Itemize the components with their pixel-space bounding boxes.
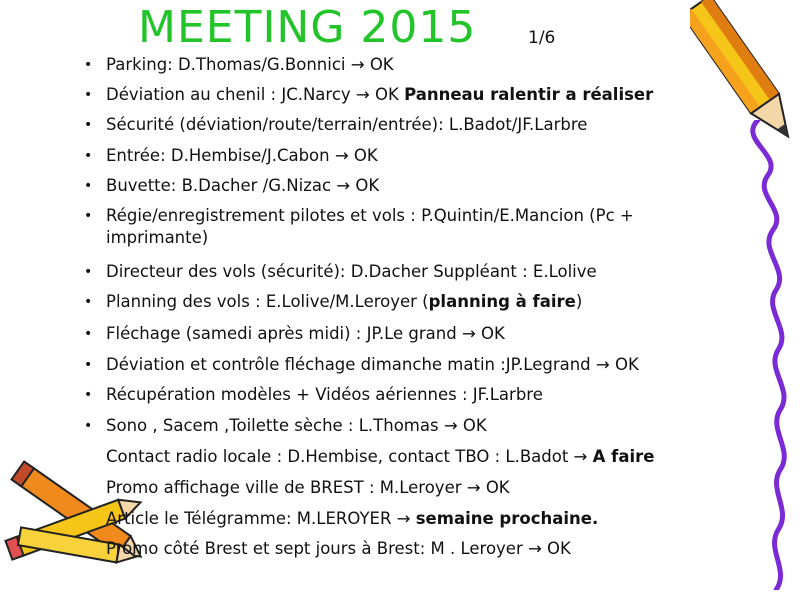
list-item [84,291,583,313]
list-item [84,261,597,283]
list-item-text: Régie/enregistrement pilotes et vols : P.Quintin/E.Mancion (Pc + imprimante) [106,206,634,247]
list-item [84,323,505,345]
bullet-icon: • [84,148,93,164]
list-item [84,114,588,136]
list-item-text: Fléchage (samedi après midi) : JP.Le grand → OK [106,324,505,343]
list-item-text: Promo côté Brest et sept jours à Brest: M . Leroyer → OK [106,539,571,558]
list-item-text: Déviation et contrôle fléchage dimanche matin :JP.Legrand → OK [106,355,639,374]
bullet-icon: • [84,117,93,133]
bullet-icon: • [84,387,93,403]
bullet-icon: • [84,264,93,280]
list-item-text: Promo affichage ville de BREST : M.Leroyer → OK [106,478,510,497]
list-item-text: Planning des vols : E.Lolive/M.Leroyer ( [106,292,429,311]
list-item-text: Article le Télégramme: M.LEROYER → [106,509,416,528]
list-item-emphasis: Panneau ralentir a réaliser [404,85,654,104]
list-item-text: Entrée: D.Hembise/J.Cabon → OK [106,146,378,165]
bullet-icon: • [84,57,93,73]
list-item [84,205,726,249]
list-item-text: Déviation au chenil : JC.Narcy → OK [106,85,405,104]
list-item-text: Parking: D.Thomas/G.Bonnici → OK [106,55,394,74]
bullet-icon: • [84,87,93,103]
list-item [84,84,654,106]
bullet-icon: • [84,178,93,194]
list-item-text: Sécurité (déviation/route/terrain/entrée): L.Badot/JF.Larbre [106,115,588,134]
list-item-text: Contact radio locale : D.Hembise, contact TBO : L.Badot → [106,447,593,466]
bullet-icon: • [84,326,93,342]
list-item-text: Récupération modèles + Vidéos aériennes : JF.Larbre [106,385,543,404]
list-item-text: Buvette: B.Dacher /G.Nizac → OK [106,176,380,195]
list-item [84,354,639,376]
page-number: 1/6 [528,28,556,48]
list-item [106,446,654,468]
list-item-text: Sono , Sacem ,Toilette sèche : L.Thomas → OK [106,416,487,435]
bullet-icon: • [84,357,93,373]
page-title: MEETING 2015 [138,2,477,53]
bullet-icon: • [84,418,93,434]
list-item [84,415,487,437]
bullet-icon: • [84,208,93,224]
list-item [84,384,543,406]
list-item-emphasis: planning à faire [428,292,576,311]
list-item [106,477,510,499]
list-item [84,145,378,167]
list-item-text: Directeur des vols (sécurité): D.Dacher Suppléant : E.Lolive [106,262,597,281]
list-item-emphasis: semaine prochaine. [415,509,599,528]
bullet-icon: • [84,294,93,310]
list-item-emphasis: A faire [592,447,655,466]
list-item [84,175,380,197]
list-item [106,508,598,530]
list-item-suffix: ) [575,292,583,311]
list-item [106,538,571,560]
list-item [84,54,394,76]
